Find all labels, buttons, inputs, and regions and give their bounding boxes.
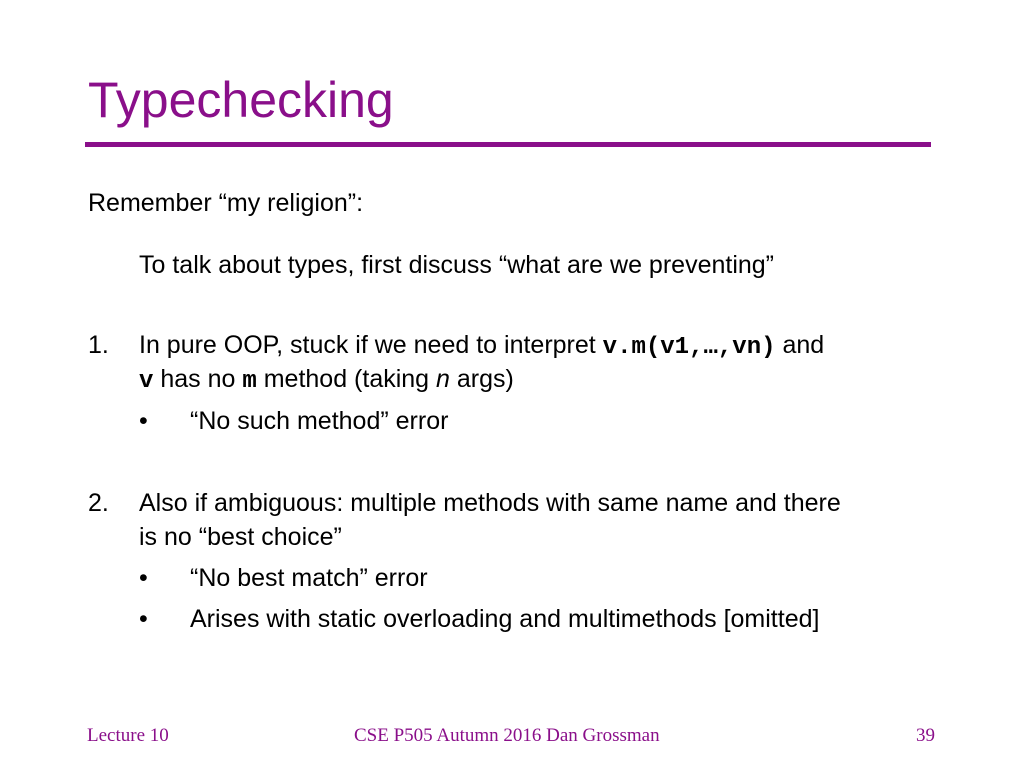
bullet-icon: • [139,407,148,435]
item-1-text-b: and [775,331,825,359]
item-1-text-e: args) [449,365,514,393]
footer-page-number: 39 [916,725,935,746]
item-1-code-v: v [139,368,154,395]
item-1-line-2 [139,362,514,399]
item-1-bullet-1: “No such method” error [190,407,449,435]
item-1-code-m: m [242,368,257,395]
item-1-text-a: In pure OOP, stuck if we need to interpret [139,331,603,359]
bullet-icon: • [139,564,148,592]
item-1-code-call: v.m(v1,…,vn) [602,334,776,361]
item-1-text-c: has no [153,365,243,393]
footer-course: CSE P505 Autumn 2016 Dan Grossman [354,725,660,746]
item-2-bullet-2: Arises with static overloading and multimethods [omitted] [190,605,820,633]
item-2-line-2: is no “best choice” [139,523,342,551]
item-1-text-d: method (taking [256,365,437,393]
item-2-number: 2. [88,489,109,517]
footer-lecture: Lecture 10 [87,725,169,746]
item-2-line-1: Also if ambiguous: multiple methods with same name and there [139,489,841,517]
title-underline [85,142,931,147]
slide-title: Typechecking [88,72,394,128]
item-1-number: 1. [88,331,109,359]
intro-text: Remember “my religion”: [88,189,364,217]
item-1-italic-n: n [436,365,450,393]
intro-subtext: To talk about types, first discuss “what are we preventing” [139,251,775,279]
bullet-icon: • [139,605,148,633]
item-2-bullet-1: “No best match” error [190,564,428,592]
item-1-line-1 [139,328,824,365]
